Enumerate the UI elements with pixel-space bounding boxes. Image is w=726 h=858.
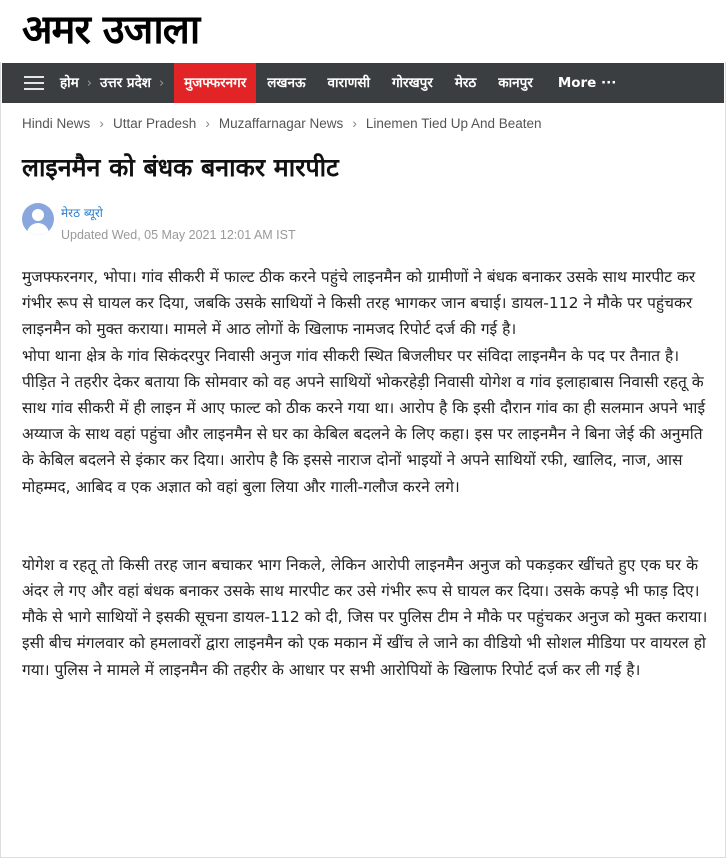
breadcrumb-current-article[interactable]: Linemen Tied Up And Beaten — [365, 115, 542, 131]
article-paragraph: मुजफ्फरनगर, भोपा। गांव सीकरी में फाल्ट ठीक करने पहुंचे लाइनमैन को ग्रामीणों ने बंधक बनाकर उसके साथ मारपीट कर गंभीर रूप से घायल कर दिया, जबकि उसके साथियों ने किसी तरह भागकर जान बचाई। डायल-112 ने मौके पर पहुंचकर लाइनमैन को मुक्त कराया। मामले में आठ लोगों के खिलाफ नामजद रिपोर्ट दर्ज की गई है। — [22, 268, 696, 339]
nav-lucknow[interactable]: लखनऊ — [267, 75, 306, 91]
paragraph-spacer — [22, 500, 712, 552]
nav-more-button[interactable]: More ··· — [557, 75, 617, 91]
article-paragraph: भोपा थाना क्षेत्र के गांव सिकंदरपुर निवासी अनुज गांव सीकरी स्थित बिजलीघर पर संविदा लाइनमैन के पद पर तैनात है। पीड़ित ने तहरीर देकर बताया कि सोमवार को वह अपने साथियों भोकरहेड़ी निवासी योगेश व गांव इलाहाबास निवासी रहतू के साथ गांव सीकरी में ही लाइन में आए फाल्ट को ठीक करने गया था। आरोप है कि इसी दौरान गांव का ही सलमान अपने भाई अय्याज के साथ वहां पहुंचा और लाइनमैन से घर का केबिल बदलने के लिए कहा। इस पर लाइनमैन ने बिना जेई की अनुमति के केबिल बदलने से इंकार कर दिया। आरोप है कि इससे नाराज दोनों भाइयों ने अपने साथियों रफी, खालिद, नाज, आस मोहम्मद, आबिद व एक अज्ञात को वहां बुला लिया और गाली-गलौज करने लगे। — [22, 346, 706, 496]
nav-chevron-icon: › — [86, 75, 92, 91]
breadcrumb-chevron-icon: › — [99, 115, 104, 131]
breadcrumb-chevron-icon: › — [205, 115, 210, 131]
nav-meerut[interactable]: मेरठ — [454, 75, 477, 91]
nav-kanpur[interactable]: कानपुर — [498, 75, 533, 91]
breadcrumb-hindi-news[interactable]: Hindi News — [22, 115, 91, 131]
article-paragraph: योगेश व रहतू तो किसी तरह जान बचाकर भाग निकले, लेकिन आरोपी लाइनमैन अनुज को पकड़कर खींचते हुए एक घर के अंदर ले गए और वहां बंधक बनाकर उसके साथ मारपीट कर उसे गंभीर रूप से घायल कर दिया। उसके कपड़े भी फाड़ दिए। मौके से भागे साथियों ने इसकी सूचना डायल-112 को दी, जिस पर पुलिस टीम ने मौके पर पहुंचकर अनुज को मुक्त कराया। — [22, 555, 708, 627]
breadcrumb — [22, 115, 542, 131]
article-body — [22, 264, 712, 683]
nav-uttar-pradesh[interactable]: उत्तर प्रदेश — [99, 75, 151, 91]
author-name-link[interactable]: मेरठ ब्यूरो — [61, 206, 103, 220]
breadcrumb-chevron-icon: › — [352, 115, 357, 131]
nav-muzaffarnagar-active[interactable]: मुजफ्फरनगर — [174, 63, 256, 103]
site-logo[interactable]: अमर उजाला — [22, 7, 200, 53]
updated-timestamp: Updated Wed, 05 May 2021 12:01 AM IST — [61, 228, 296, 242]
author-avatar-icon — [22, 203, 54, 235]
masthead — [0, 0, 726, 62]
article-title: लाइनमैन को बंधक बनाकर मारपीट — [22, 153, 339, 182]
hamburger-menu-icon[interactable] — [24, 76, 44, 90]
main-nav — [2, 63, 724, 103]
breadcrumb-muzaffarnagar-news[interactable]: Muzaffarnagar News — [218, 115, 344, 131]
article-paragraph: इसी बीच मंगलवार को हमलावरों द्वारा लाइनमैन को एक मकान में खींच ले जाने का वीडियो भी सोशल मीडिया पर वायरल हो गया। पुलिस ने मामले में लाइनमैन की तहरीर के आधार पर सभी आरोपियों के खिलाफ रिपोर्ट दर्ज कर ली गई है। — [22, 634, 706, 679]
nav-varanasi[interactable]: वाराणसी — [327, 75, 370, 91]
nav-chevron-icon: › — [158, 75, 165, 91]
breadcrumb-uttar-pradesh[interactable]: Uttar Pradesh — [112, 115, 197, 131]
nav-gorakhpur[interactable]: गोरखपुर — [391, 75, 433, 91]
nav-home[interactable]: होम — [60, 75, 79, 91]
